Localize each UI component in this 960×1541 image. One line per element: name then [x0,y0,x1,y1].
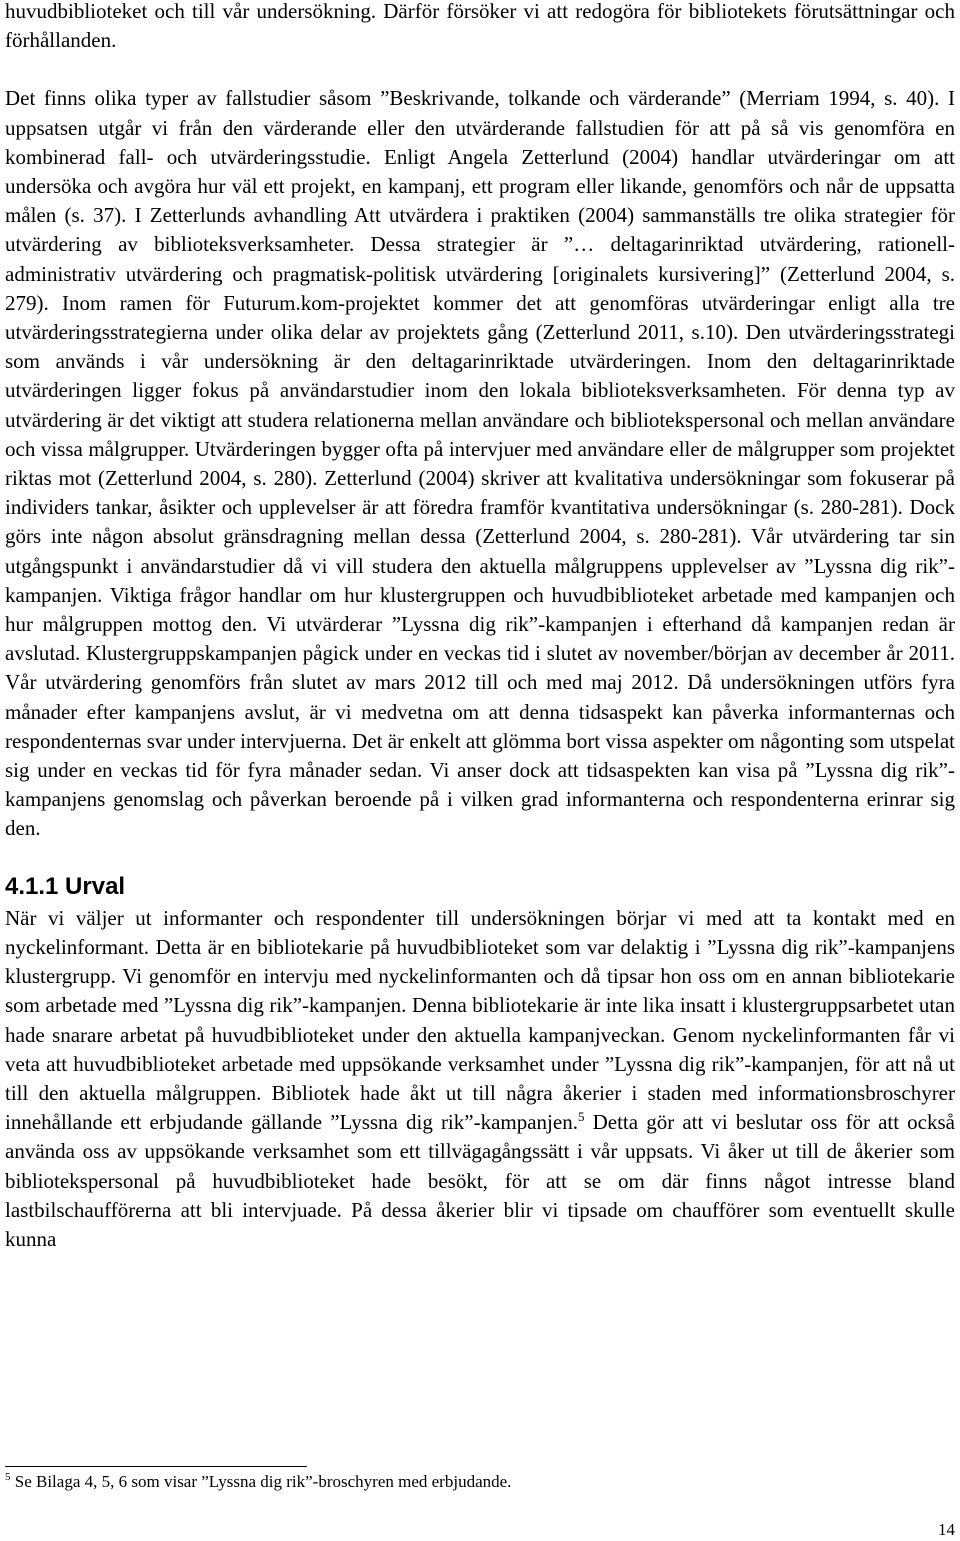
footnote [5,1470,945,1494]
footnote-marker: 5 [5,1471,11,1483]
paragraph: Det finns olika typer av fallstudier såsom ”Beskrivande, tolkande och värderande” (Merriam 1994, s. 40). I uppsatsen utgår vi från den värderande eller den utvärderande fallstudien för att på så vis genomföra en kombinerad fall- och utvärderingsstudie. Enligt Angela Zetterlund (2004) handlar utvärderingar om att undersöka och avgöra hur väl ett projekt, en kampanj, ett program eller likande, genomförs och når de uppsatta målen (s. 37). I Zetterlunds avhandling Att utvärdera i praktiken (2004) sammanställs tre olika strategier för utvärdering av biblioteksverksamheter. Dessa strategier är ”… deltagarinriktad utvärdering, rationell-administrativ utvärdering och pragmatisk-politisk utvärdering [originalets kursivering]” (Zetterlund 2004, s. 279). Inom ramen för Futurum.kom-projektet kommer det att genomföras utvärderingar enligt alla tre utvärderingsstrategierna under olika delar av projektets gång (Zetterlund 2011, s.10). Den utvärderingsstrategi som används i vår undersökning är den deltagarinriktade utvärderingen. Inom den deltagarinriktade utvärderingen ligger fokus på användarstudier inom den lokala biblioteksverksamheten. För denna typ av utvärdering är det viktigt att studera relationerna mellan användare och bibliotekspersonal och mellan användare och vissa målgrupper. Utvärderingen bygger ofta på intervjuer med användare eller de målgrupper som projektet riktas mot (Zetterlund 2004, s. 280). Zetterlund (2004) skriver att kvalitativa undersökningar som fokuserar på individers tankar, åsikter och upplevelser är att föredra framför kvantitativa undersökningar (s. 280-281). Dock görs inte någon absolut gränsdragning mellan dessa (Zetterlund 2004, s. 280-281). Vår utvärdering tar sin utgångspunkt i användarstudier då vi vill studera den aktuella målgruppens upplevelser av ”Lyssna dig rik”-kampanjen. Viktiga frågor handlar om hur klustergruppen och huvudbiblioteket arbetade med kampanjen och hur målgruppen mottog den. Vi utvärderar ”Lyssna dig rik”-kampanjen i efterhand då kampanjen redan är avslutad. Klustergruppskampanjen pågick under en veckas tid i slutet av november/början av december år 2011. Vår utvärdering genomförs från slutet av mars 2012 till och med maj 2012. Då undersökningen utförs fyra månader efter kampanjens avslut, är vi medvetna om att denna tidsaspekt kan påverka informanternas och respondenternas svar under intervjuerna. Det är enkelt att glömma bort vissa aspekter om någonting som utspelat sig under en veckas tid för fyra månader sedan. Vi anser dock att tidsaspekten kan visa på ”Lyssna dig rik”-kampanjens genomslag och påverkan beroende på i vilken grad informanterna och respondenterna erinrar sig den. [5,86,955,841]
paragraph-text: När vi väljer ut informanter och respondenter till undersökningen börjar vi med att ta kontakt med en nyckelinformant. Detta är en bibliotekarie på huvudbiblioteket som var delaktig i ”Lyssna dig rik”-kampanjens klustergrupp. Vi genomför en intervju med nyckelinformanten och då tipsar hon oss om en annan bibliotekarie som arbetade med ”Lyssna dig rik”-kampanjen. Denna bibliotekarie är inte lika insatt i klustergruppsarbetet utan hade snarare arbetat på huvudbiblioteket under den aktuella kampanjveckan. Genom nyckelinformanten får vi veta att huvudbiblioteket arbetade med uppsökande verksamhet under ”Lyssna dig rik”-kampanjen, för att nå ut till den aktuella målgruppen. Bibliotek hade åkt ut till några åkerier i staden med informationsbroschyrer innehållande ett erbjudande gällande ”Lyssna dig rik”-kampanjen. [5,905,955,1135]
page-number: 14 [938,1520,955,1539]
footnote-text: Se Bilaga 4, 5, 6 som visar ”Lyssna dig rik”-broschyren med erbjudande. [10,1472,512,1491]
document-body [5,0,955,1254]
paragraph [5,904,955,1254]
footnote-separator [5,1466,307,1467]
paragraph: huvudbiblioteket och till vår undersökning. Därför försöker vi att redogöra för bibliotekets förutsättningar och förhållanden. [5,0,955,53]
section-heading: 4.1.1 Urval [5,872,126,900]
footnote-reference: 5 [577,1109,585,1125]
paragraph-text: Detta gör att vi beslutar oss för att också använda oss av uppsökande verksamhet som ett tillvägagångssätt i vår uppsats. Vi åker ut till de åkerier som bibliotekspersonal på huvudbiblioteket hade besökt, för att se om där finns något intresse bland lastbilschaufförerna att bli intervjuade. På dessa åkerier blir vi tipsade om chaufförer som eventuellt skulle kunna [5,1110,955,1251]
